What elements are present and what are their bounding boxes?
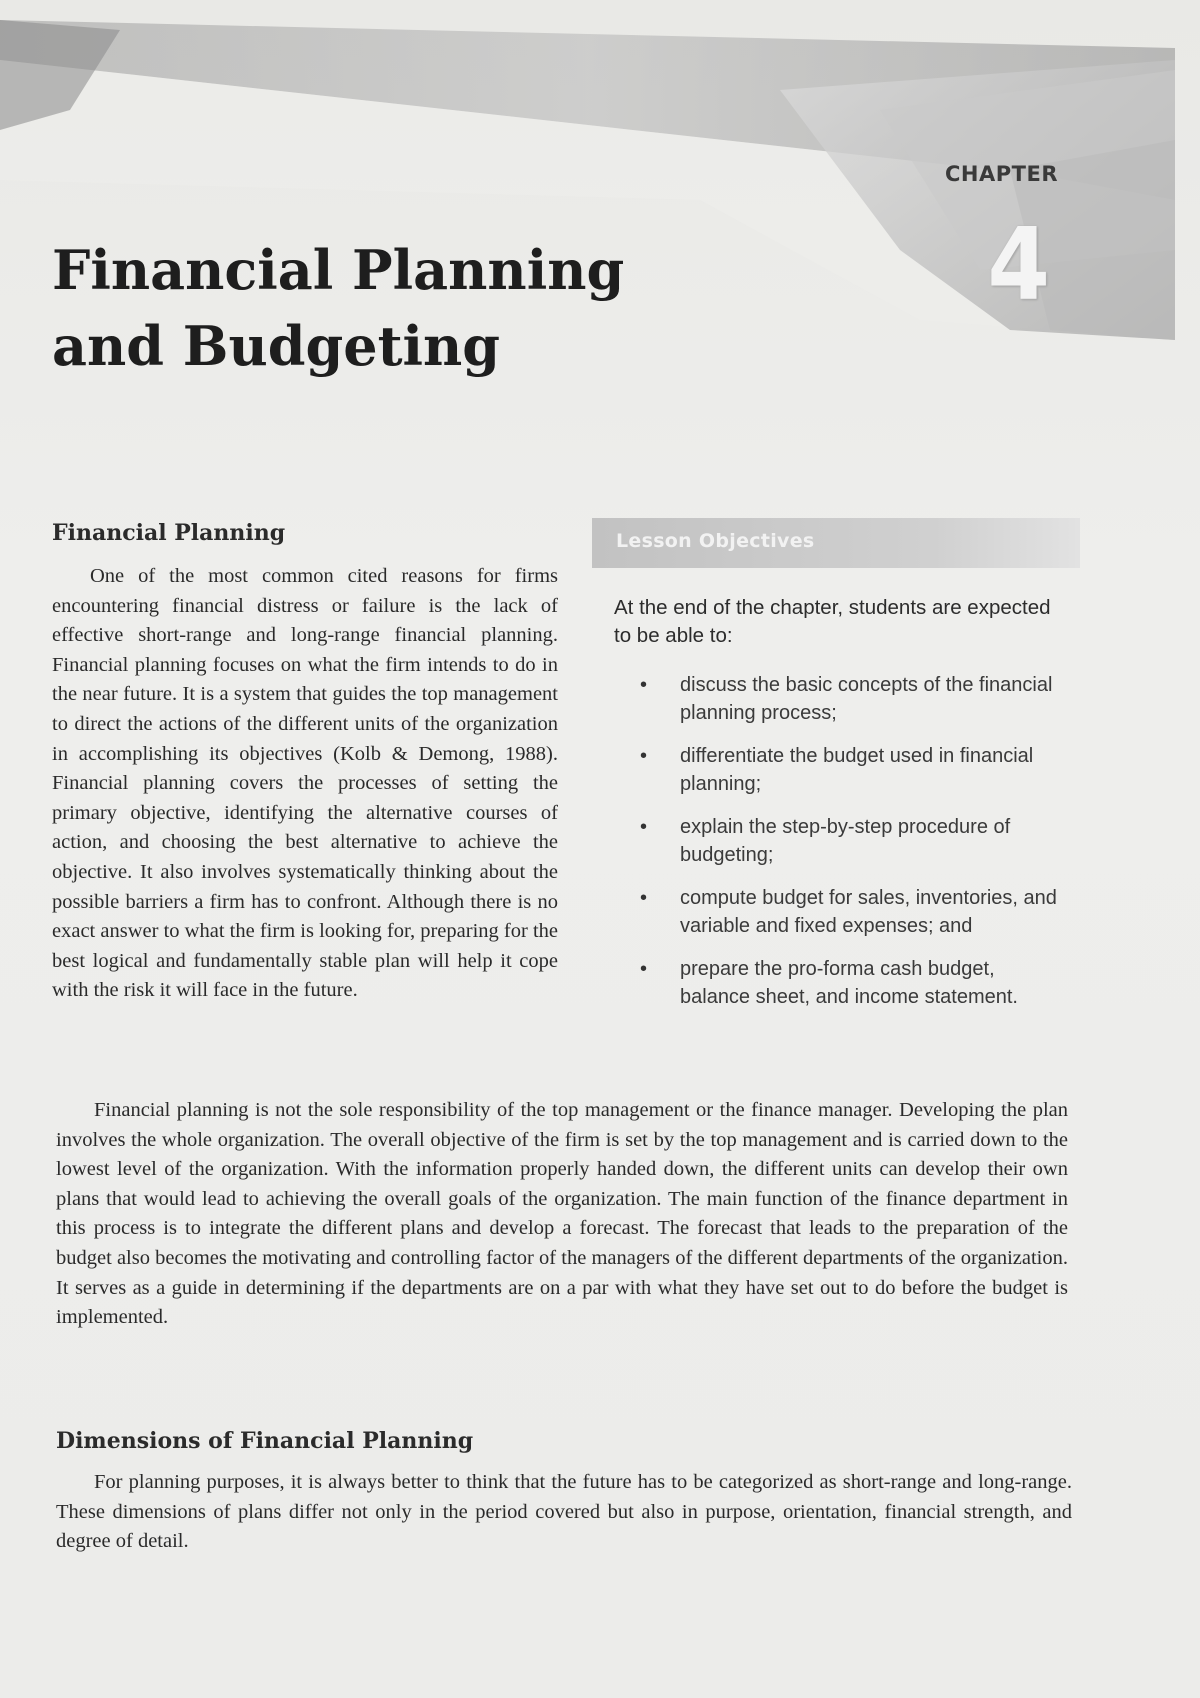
financial-planning-heading: Financial Planning (52, 520, 286, 546)
bullet-icon: • (640, 674, 648, 696)
lesson-objectives-intro: At the end of the chapter, students are expected to be able to: (614, 596, 1051, 647)
chapter-title (52, 232, 752, 384)
chapter-title-line2: and Budgeting (52, 314, 501, 378)
lesson-objectives-box (592, 518, 1080, 1027)
objective-text: compute budget for sales, inventories, and variable and fixed expenses; and (680, 887, 1057, 937)
lesson-objectives-title: Lesson Objectives (616, 530, 815, 552)
bullet-icon: • (640, 887, 648, 909)
dimensions-heading: Dimensions of Financial Planning (56, 1428, 474, 1454)
objective-text: discuss the basic concepts of the financial planning process; (680, 674, 1053, 724)
chapter-label: CHAPTER (945, 162, 1058, 186)
lesson-objectives-header (592, 518, 1080, 568)
chapter-title-line1: Financial Planning (52, 238, 625, 302)
dimensions-paragraph: For planning purposes, it is always better to think that the future has to be categorized as short-range and long-range. These dimensions of plans differ not only in the period covered but also in purpose, orientation, financial strength, and degree of detail. (56, 1471, 1072, 1553)
bullet-icon: • (640, 745, 648, 767)
organization-planning-paragraph: Financial planning is not the sole responsibility of the top management or the finance manager. Developing the plan involves the whole organization. The overall objective of the firm is set by the top management and is carried down to the lowest level of the organization. With the information properly handed down, the different units can develop their own plans that would lead to achieving the overall goals of the organization. The main function of the finance department in this process is to integrate the different plans and develop a forecast. The forecast that leads to the preparation of the budget also becomes the motivating and controlling factor of the managers of the different departments of the organization. It serves as a guide in determining if the departments are on a par with what they have set out to do before the budget is implemented. (56, 1099, 1068, 1329)
chapter-number: 4 (987, 206, 1050, 323)
objective-item (592, 956, 1070, 1011)
objective-item (592, 743, 1070, 798)
bullet-icon: • (640, 816, 648, 838)
financial-planning-paragraph: One of the most common cited reasons for firms encountering financial distress or failure is the lack of effective short-range and long-range financial planning. Financial planning focuses on what the firm intends to do in the near future. It is a system that guides the top management to direct the actions of the different units of the organization in accomplishing its objectives (Kolb & Demong, 1988). Financial planning covers the processes of setting the primary objective, identifying the alternative courses of action, and choosing the best alternative to achieve the objective. It also involves systematically thinking about the possible barriers a firm has to confront. Although there is no exact answer to what the firm is looking for, preparing for the best logical and fundamentally stable plan will help it cope with the risk it will face in the future. (52, 565, 558, 1002)
objective-text: explain the step-by-step procedure of budgeting; (680, 816, 1011, 866)
objective-text: prepare the pro-forma cash budget, balance sheet, and income statement. (680, 958, 1018, 1008)
objective-text: differentiate the budget used in financial planning; (680, 745, 1034, 795)
objective-item (592, 885, 1070, 940)
bullet-icon: • (640, 958, 648, 980)
objective-item (592, 814, 1070, 869)
objective-item (592, 672, 1070, 727)
lesson-objectives-list (592, 672, 1080, 1011)
